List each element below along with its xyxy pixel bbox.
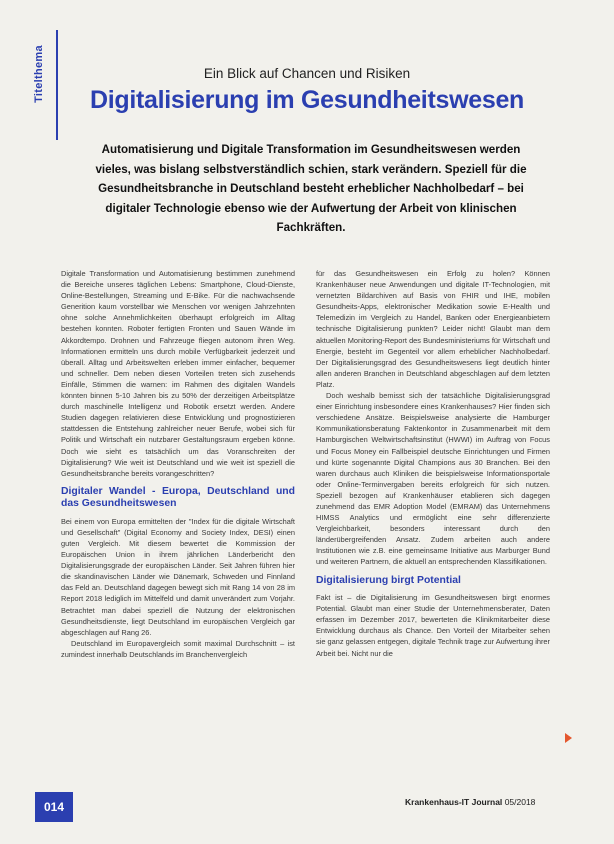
continue-arrow-icon [565, 733, 572, 743]
kicker: Ein Blick auf Chancen und Risiken [203, 66, 411, 81]
journal-issue: 05/2018 [504, 797, 536, 807]
section-heading: Digitalisierung birgt Potential [316, 574, 461, 586]
body-paragraph: Doch weshalb bemisst sich der tatsächliche Digitalisierungsgrad einer Einrichtung insbesondere eines Krankenhauses? Hier finden sich verschiedene Ansätze. Beispielsweise analysierte die Hamburger Kommunikationsberatung Faktenkontor in Zusammenarbeit mit dem Hamburgischen Weltwirtschaftsinstitut (HWWI) im Auftrag von Focus und Focus Money ein Fallbeispiel deutsche Einrichtungen und Firmen und kürte sogenannte Digital Champions aus 30 Branchen. Bei den waren durchaus auch Kliniken die beispielsweise Informationsportale oder Online-Terminvergaben bereits erfolgreich für sich nutzen. Speziell bezogen auf Krankenhäuser etablieren sich dagegen zunehmend das EMR Adoption Model (EMRAM) das Unternehmens HIMSS Analytics und ermöglicht eine sehr differenzierte Vergleichbarkeit, besonders interessant durch den länderübergreifenden Ansatz. Zudem arbeiten auch andere Institutionen wie z.B. eine gemeinsame Initiative aus Marburger Bund und weiteren Partnern, die aktuell an entsprechenden Klassifikationen. [316, 391, 550, 567]
page-title: Digitalisierung im Gesundheitswesen [89, 86, 525, 114]
journal-footer [405, 797, 535, 807]
page-number-label: 014 [43, 800, 65, 814]
lead-paragraph: Automatisierung und Digitale Transformation im Gesundheitswesen werden vieles, was bislang selbstverständlich schien, stark verändern. Speziell für die Gesundheitsbranche in Deutschland besteht erheblicher Nachholbedarf – bei digitaler Technologie ebenso wie der Aufwertung der Arbeit von klinischen Fachkräften. [95, 143, 527, 234]
page-number [35, 792, 73, 822]
section-heading: Digitaler Wandel - Europa, Deutschland und das Gesundheitswesen [61, 485, 295, 510]
body-paragraph: für das Gesundheitswesen ein Erfolg zu holen? Können Krankenhäuser neue Anwendungen und digitale IT-Technologien, mit vernetzten Bildarchiven auf Basis von FHIR und IHE, mobilen Gesundheits-Apps, elektronischer Medikation sowie E-Health und Telemedizin im Vergleich zu Handel, Banken oder Energieanbietern technische Digitalisierung punkten? Leider nicht! Glaubt man dem aktuellen Monitoring-Report des Bundesministeriums für Wirtschaft und Energie, besteht im Gegenteil vor allem erheblicher Nachholbedarf. Der Digitalisierungsgrad des Gesundheitswesens liegt deutlich hinter allen anderen Branchen in Deutschland abgeschlagen auf dem letzten Platz. [316, 269, 550, 389]
body-paragraph: Deutschland im Europavergleich somit maximal Durchschnitt – ist zumindest innerhalb Deutschlands im Branchenvergleich [61, 638, 295, 659]
text-column-right [316, 268, 550, 659]
text-column-left [61, 268, 295, 660]
journal-name: Krankenhaus-IT Journal [405, 797, 503, 807]
body-paragraph: Digitale Transformation und Automatisierung bestimmen zunehmend die Bereiche unseres täglichen Lebens: Smartphone, Cloud-Dienste, Online-Bestellungen, Streaming und E-Bike. Für die nachwachsende Generition kaum vorstellbar wie Menschen vor wenigen Jahrzehnten ohne solche Annehmlichkeiten überhaupt erfolgreich im Alltag bestehen konnten. Roboter fertigten Fronten und Sauen Wände im Akkordtempo. Drohnen und Fahrzeuge fliegen autonom ihren Weg. Informationen ermitteln uns durch mobile Verfügbarkeit jederzeit und überall. Alltag und Arbeitswelten erleben immer einfacher, bequemer und schneller. Dem neben diesen Vorteilen treten sich zusehends Einfälle, Stimmen die warnen: im Rahmen des digitalen Wandels könnten binnen 5-10 Jahren bis zu 50% der derzeitigen Arbeitsplätze durch maschinelle Intelligenz und Robotik ersetzt werden. Andere Studien dagegen relativieren diese Entwicklung und prognostizieren stattdessen die Entstehung zahlreicher neuer Berufe, wobei sich für Politik und Wirtschaft ein nutzbarer Gestaltungsraum ergeben könne. Doch wie sieht es tatsächlich um das Voranschreiten der Digitalisierung? Wie weit ist Deutschland und wie weit ist speziell die Gesundheitsbranche bereits vorangeschritten? [61, 269, 295, 478]
section-tab-bar [56, 30, 58, 140]
body-paragraph: Fakt ist – die Digitalisierung im Gesundheitswesen birgt enormes Potential. Glaubt man einer Studie der Unternehmensberater, Daten erfassen im Dezember 2017, bewerteten die Klinikmitarbeiter diese Entwicklung durchaus als Chance. Den Vorteil der Mitarbeiter sehen sie ganz gelassen entgegen, digitale Technik trage zur Aufwertung ihrer Arbeit bei. Nicht nur die [316, 593, 550, 658]
body-paragraph: Bei einem von Europa ermittelten der "Index für die digitale Wirtschaft und Gesellschaft" (Digital Economy and Society Index, DESI) einen guten Vergleich. Mit diesem bewertet die Kommission der Europäischen Union in ihrem jährlichen Länderbericht den Digitalisierungsgrade der europäischen Länder. Seit Jahren führen hier die skandinavischen Länder wie Dänemark, Schweden und Finnland das Feld an. Deutschland dagegen bewegt sich mit Rang 14 von 28 im Report 2018 lediglich im Mittelfeld und damit unverändert zum Vorjahr. Betrachtet man dabei speziell die Nutzung der elektronischen Gesundheitsdienste, liegt Deutschland im europäischen Vergleich gar abgeschlagen auf Rang 26. [61, 516, 295, 637]
section-tab-label: Titelthema [32, 45, 45, 103]
